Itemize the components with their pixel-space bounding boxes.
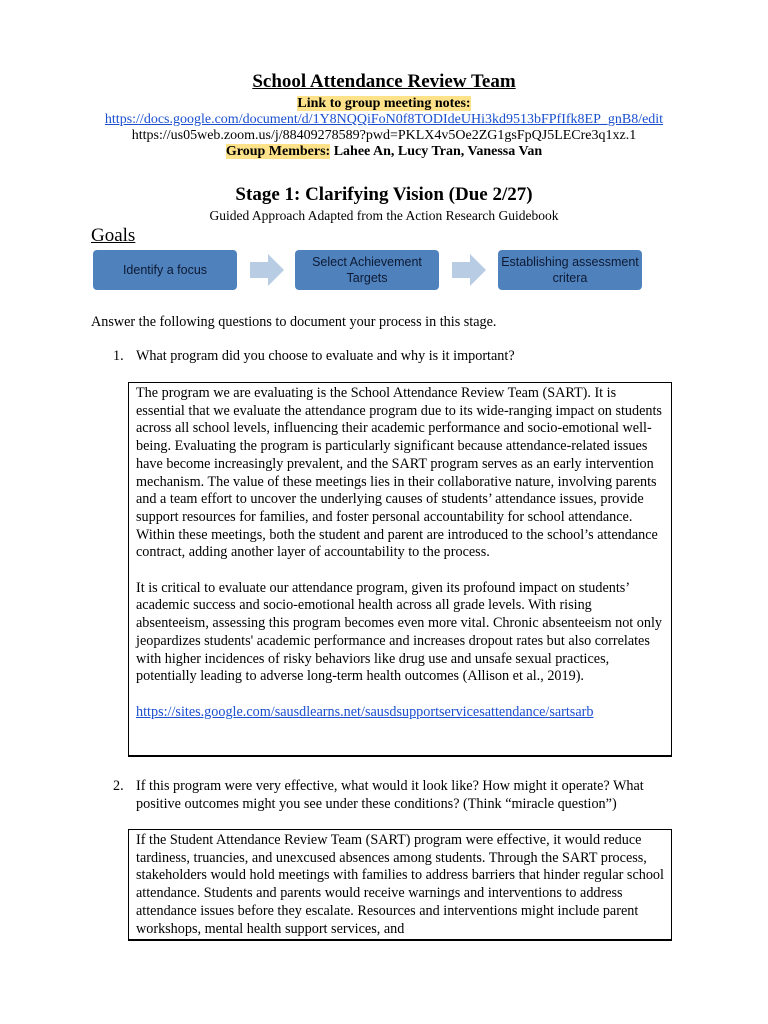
answer-2-box	[128, 829, 672, 941]
flow-step-identify-focus	[93, 250, 237, 290]
zoom-link-line	[0, 127, 768, 144]
goals-heading: Goals	[91, 225, 136, 246]
members-line	[0, 143, 768, 160]
flow-arrow-icon	[250, 254, 284, 286]
flow-step-label: Select Achievement Targets	[312, 255, 422, 285]
flow-step-label: Identify a focus	[122, 263, 208, 277]
notes-label: Link to group meeting notes:	[297, 96, 471, 111]
meeting-notes-link[interactable]: https://docs.google.com/document/d/1Y8NQQiFoN0f8TODIdeUHi3kd9513bFPfIfk8EP_gnB8/edit	[104, 112, 664, 127]
question-1-text: What program did you choose to evaluate and why is it important?	[136, 348, 515, 364]
flow-arrow-icon	[452, 254, 486, 286]
members-names: Lahee An, Lucy Tran, Vanessa Van	[333, 144, 543, 159]
answer-1-box	[128, 382, 672, 757]
document-title: School Attendance Review Team	[252, 71, 516, 92]
zoom-link[interactable]: https://us05web.zoom.us/j/88409278589?pwd=PKLX4v5Oe2ZG1gsFpQJ5LECre3q1xz.1	[131, 128, 637, 143]
question-number: 1.	[113, 348, 124, 364]
members-label: Group Members:	[225, 144, 331, 159]
answer-1-paragraph-2: It is critical to evaluate our attendance program, given its profound impact on students’ academic success and socio-emotional health across all grade levels. With rising absenteeism, assessing this program becomes even more vital. Chronic absenteeism not only jeopardizes students' academic performance and increases dropout rates but also correlates with higher incidences of risky behaviors like drug use and unsafe sexual practices, potentially leading to adverse long-term health outcomes (Allison et al., 2019).	[136, 579, 662, 685]
notes-label-line	[0, 95, 768, 112]
instructions-text: Answer the following questions to document your process in this stage.	[91, 314, 497, 330]
answer-2-paragraph-1: If the Student Attendance Review Team (SART) program were effective, it would reduce tardiness, truancies, and unexcused absences among students. Through the SART process, stakeholders would hold meetings with families to address barriers that hinder regular school attendance. Students and parents would receive warnings and interventions to address attendance issues before they escalate. Resources and interventions might include parent workshops, mental health support services, and	[136, 832, 664, 937]
flow-step-achievement-targets	[295, 250, 439, 290]
flow-step-label: Establishing assessment critera	[501, 255, 639, 285]
docs-link-line	[0, 111, 768, 128]
stage-title: Stage 1: Clarifying Vision (Due 2/27)	[235, 184, 533, 205]
flow-step-assessment-criteria	[498, 250, 642, 290]
question-number: 2.	[113, 778, 124, 794]
answer-1-paragraph-1: The program we are evaluating is the School Attendance Review Team (SART). It is essential that we evaluate the attendance program due to its wide-ranging impact on students across all school levels, influencing their academic performance and socio-emotional well-being. Evaluating the program is particularly significant because attendance-related issues have become increasingly prevalent, and the SART program serves as an early intervention mechanism. The value of these meetings lies in their collaborative nature, involving parents and a team effort to uncover the underlying causes of students’ attendance issues, provide support resources for families, and foster personal accountability for school attendance. Within these meetings, both the student and parent are introduced to the school’s attendance contract, adding another layer of accountability to the process.	[136, 385, 662, 561]
question-2-text: If this program were very effective, what would it look like? How might it operate? What positive outcomes might you see under these conditions? (Think “miracle question”)	[136, 778, 644, 812]
stage-subtitle: Guided Approach Adapted from the Action Research Guidebook	[209, 208, 559, 223]
sart-site-link[interactable]: https://sites.google.com/sausdlearns.net/sausdsupportservicesattendance/sartsarb	[136, 703, 594, 720]
